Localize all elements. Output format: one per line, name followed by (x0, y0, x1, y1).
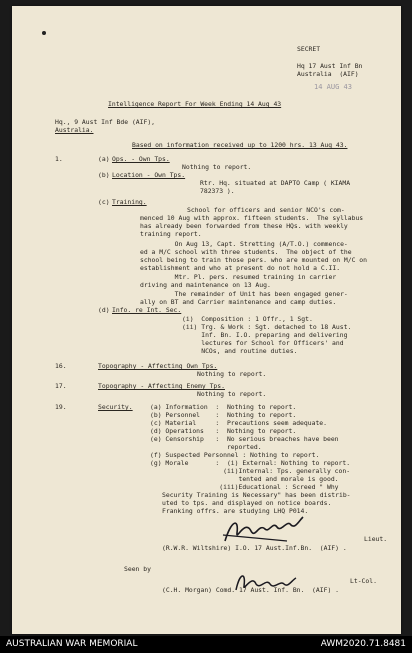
section-16-title: Topography - Affecting Own Tps. (98, 362, 218, 370)
section-16-text: Nothing to report. (197, 370, 267, 378)
signature-2-name: (C.H. Morgan) Comd. 17 Aust. Inf. Bn. (AIF) . (162, 586, 339, 594)
security-line: reported. (150, 443, 262, 451)
security-line: (b) Personnel : Nothing to report. (150, 411, 297, 419)
training-line: has already been forwarded from these HQs. with weekly (140, 222, 348, 230)
section-1b-text-2: 782373 ). (200, 187, 235, 195)
section-1b-title: Location - Own Tps. (112, 171, 186, 179)
document-page (12, 6, 401, 634)
section-1c-title: Training. (112, 198, 147, 206)
security-line: (g) Morale : (i) External: Nothing to report. (150, 459, 351, 467)
training-line: ally on BT and Carrier maintenance and camp duties. (140, 298, 337, 306)
security-line: tented and morale is good. (150, 475, 339, 483)
wiltshire-signature (217, 511, 307, 547)
section-1a-text: Nothing to report. (182, 163, 252, 171)
unit-line-1: Hq 17 Aust Inf Bn (297, 62, 363, 70)
section-17-number: 17. (55, 382, 67, 390)
footer-accession-number: AWM2020.71.8481 (320, 639, 406, 649)
training-line: On Aug 13, Capt. Stretting (A/T.O.) commence- (140, 240, 348, 248)
seen-by-label: Seen by (124, 565, 151, 573)
addressee-line-1: Hq., 9 Aust Inf Bde (AIF), (55, 118, 156, 126)
section-1a-title: Ops. - Own Tps. (112, 155, 170, 163)
int-sec-line: NCOs, and routine duties. (182, 347, 298, 355)
signature-1-name: (R.W.R. Wiltshire) I.O. 17 Aust.Inf.Bn. (AIF) . (162, 544, 347, 552)
section-1d-title: Info. re Int. Sec. (112, 306, 182, 314)
section-1a-label: (a) (98, 155, 110, 163)
security-line: (a) Information : Nothing to report. (150, 403, 297, 411)
section-1d-label: (d) (98, 306, 110, 314)
security-line: (e) Censorship : No serious breaches have been (150, 435, 339, 443)
training-line: School for officers and senior NCO's com- (187, 206, 345, 214)
section-1c-label: (c) (98, 198, 110, 206)
int-sec-line: Inf. Bn. I.O. preparing and delivering (182, 331, 348, 339)
date-stamp: 14 AUG 43 (314, 83, 352, 91)
security-line: (ii)Internal: Tps. generally con- (150, 467, 351, 475)
secret-marking: SECRET (297, 45, 321, 53)
training-line: school being to train those pers. who are mounted on M/C on (140, 256, 368, 264)
addressee-line-2: Australia. (55, 126, 94, 134)
section-17-text: Nothing to report. (197, 390, 267, 398)
security-line: Franking offrs. are studying LHQ P014. (162, 507, 309, 515)
section-16-number: 16. (55, 362, 67, 370)
section-17-title: Topography - Affecting Enemy Tps. (98, 382, 225, 390)
training-line: The remainder of Unit has been engaged gener- (140, 290, 348, 298)
based-on-line: Based on information received up to 1200 hrs. 13 Aug 43. (132, 141, 348, 149)
signature-2-rank: Lt-Col. (350, 577, 377, 585)
security-line: (c) Material : Precautions seem adequate. (150, 419, 327, 427)
training-line: driving and maintenance on 13 Aug. (140, 281, 271, 289)
security-line: uted to tps. and displayed on notice boards. (162, 499, 332, 507)
signature-1-rank: Lieut. (364, 535, 388, 543)
int-sec-line: (i) Composition : 1 Offr., 1 Sgt. (182, 315, 313, 323)
security-line: (d) Operations : Nothing to report. (150, 427, 297, 435)
int-sec-line: (ii) Trg. & Work : Sgt. detached to 18 Aust. (182, 323, 352, 331)
section-19-number: 19. (55, 403, 67, 411)
training-line: training report. (140, 230, 202, 238)
unit-line-2: Australia (AIF) (297, 70, 359, 78)
report-title: Intelligence Report For Week Ending 14 Aug 43 (108, 100, 282, 108)
training-line: Mtr. Pl. pers. resumed training in carrier (140, 273, 337, 281)
section-1b-text-1: Rtr. Hq. situated at DAPTO Camp ( KIAMA (200, 179, 351, 187)
training-line: ed a M/C school with three students. The object of the (140, 248, 352, 256)
training-line: menced 10 Aug with approx. fifteen students. The syllabus (140, 214, 364, 222)
punch-hole (42, 31, 46, 35)
security-line: (f) Suspected Personnel : Nothing to report. (150, 451, 320, 459)
security-line: Security Training is Necessary" has been distrib- (162, 491, 351, 499)
security-line: (iii)Educational : Screed " Why (150, 483, 339, 491)
int-sec-line: lectures for School for Officers' and (182, 339, 344, 347)
section-1b-label: (b) (98, 171, 110, 179)
archive-footer (0, 636, 412, 653)
footer-institution: AUSTRALIAN WAR MEMORIAL (6, 639, 138, 649)
training-line: establishment and who at present do not hold a C.II. (140, 264, 341, 272)
section-1-number: 1. (55, 155, 63, 163)
section-19-title: Security. (98, 403, 133, 411)
